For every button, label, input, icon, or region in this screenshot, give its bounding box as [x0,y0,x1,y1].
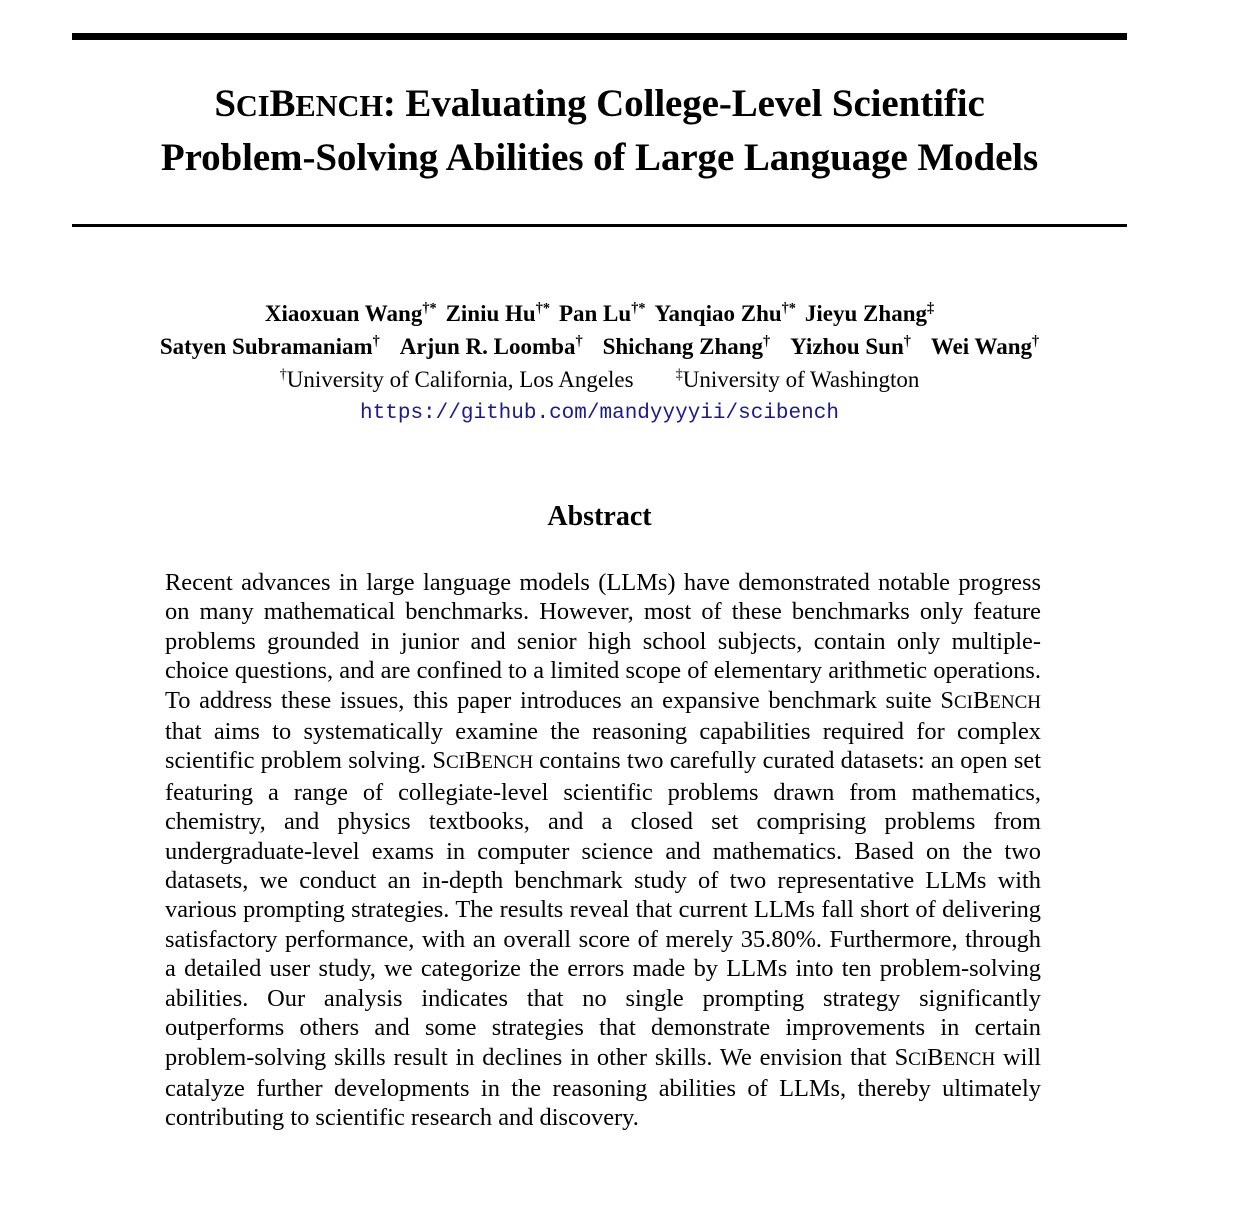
author-name: Xiaoxuan Wang [264,301,423,326]
author-name: Arjun R. Loomba [399,334,576,359]
abstract-scibench-ench: ENCH [989,691,1041,713]
author-block [72,297,1127,429]
author-marks: †* [535,300,550,317]
abstract-scibench-b: B [927,1043,944,1071]
page-title [72,78,1127,184]
title-scibench-ci: CI [235,89,270,123]
affiliation-mark: ‡ [675,366,683,383]
abstract-scibench-ench: ENCH [943,1048,996,1070]
abstract-part-3: contains two carefully curated datasets: an open set featuring a range of collegiate-level scientific problems drawn from mathematics, chemistry, and physics textbooks, and a closed set comprising problems from undergraduate-level exams in computer science and mathematics. Based on the two datasets, we conduct an in-depth benchmark study of two representative LLMs with various prompting strategies. The results reveal that current LLMs fall short of delivering satisfactory performance, with an overall score of merely 35.80%. Furthermore, through a detailed user study, we categorize the errors made by LLMs into ten problem-solving abilities. Our analysis indicates that no single prompting strategy significantly outperforms others and some strategies that demonstrate improvements in certain problem-solving skills result in declines in other skills. We envision that [165,747,1041,1071]
author-marks: ‡ [927,300,935,317]
author-name: Satyen Subramaniam [159,334,373,359]
affiliation-mark: † [279,366,287,383]
title-scibench-s: S [214,82,236,125]
author-line-2 [72,330,1127,363]
author-name: Wei Wang [930,334,1033,359]
author-marks: †* [781,300,796,317]
abstract-part-2: that aims to systematically examine the reasoning capabilities required for complex scientific problem solving. [165,718,1041,775]
abstract-scibench-b: B [465,747,482,775]
abstract-scibench-ci: CI [953,691,973,713]
abstract-body [165,568,1041,1133]
author-name: Yizhou Sun [790,334,904,359]
abstract-scibench-s: S [432,747,446,775]
author-marks: † [575,333,583,350]
author-marks: † [903,333,911,350]
author-name: Pan Lu [558,301,632,326]
author-marks: †* [422,300,437,317]
title-scibench-ench: ENCH [295,89,383,123]
author-marks: †* [631,300,646,317]
abstract-scibench-ci: CI [908,1048,928,1070]
author-marks: † [763,333,771,350]
title-line-1 [72,78,1127,132]
author-name: Ziniu Hu [445,301,536,326]
abstract-heading: Abstract [547,501,652,532]
title-bottom-rule [72,224,1127,227]
abstract-scibench-ci: CI [445,752,465,774]
abstract-scibench-b: B [972,686,990,714]
author-name: Yanqiao Zhu [654,301,782,326]
author-name: Shichang Zhang [602,334,764,359]
abstract-part-1: Recent advances in large language models (LLMs) have demonstrated notable progress on many mathematical benchmarks. However, most of these benchmarks only feature problems grounded in junior and senior high school subjects, contain only multiple-choice questions, and are confined to a limited scope of elementary arithmetic operations. To address these issues, this paper introduces an expansive benchmark suite [165,569,1041,714]
title-line-1-rest: : Evaluating College-Level Scientific [382,82,985,125]
title-scibench-b: B [269,82,296,125]
author-marks: † [1032,333,1040,350]
abstract-part-4: will catalyze further developments in the reasoning abilities of LLMs, thereby ultimately contributing to scientific research and discovery. [165,1043,1041,1132]
author-line-1 [72,297,1127,330]
abstract-paragraph [165,568,1041,1133]
abstract-scibench-ench: ENCH [481,752,534,774]
abstract-scibench-s: S [940,686,954,714]
project-url-link[interactable]: https://github.com/mandyyyyii/scibench [360,402,839,425]
affiliation-name: University of California, Los Angeles [286,367,634,392]
title-top-rule [72,33,1127,40]
author-marks: † [372,333,380,350]
affiliation-line [72,363,1127,397]
abstract-scibench-s: S [894,1043,909,1071]
affiliation-name: University of Washington [682,367,920,392]
title-line-2: Problem-Solving Abilities of Large Language Models [160,136,1039,179]
author-name: Jieyu Zhang [804,301,927,326]
